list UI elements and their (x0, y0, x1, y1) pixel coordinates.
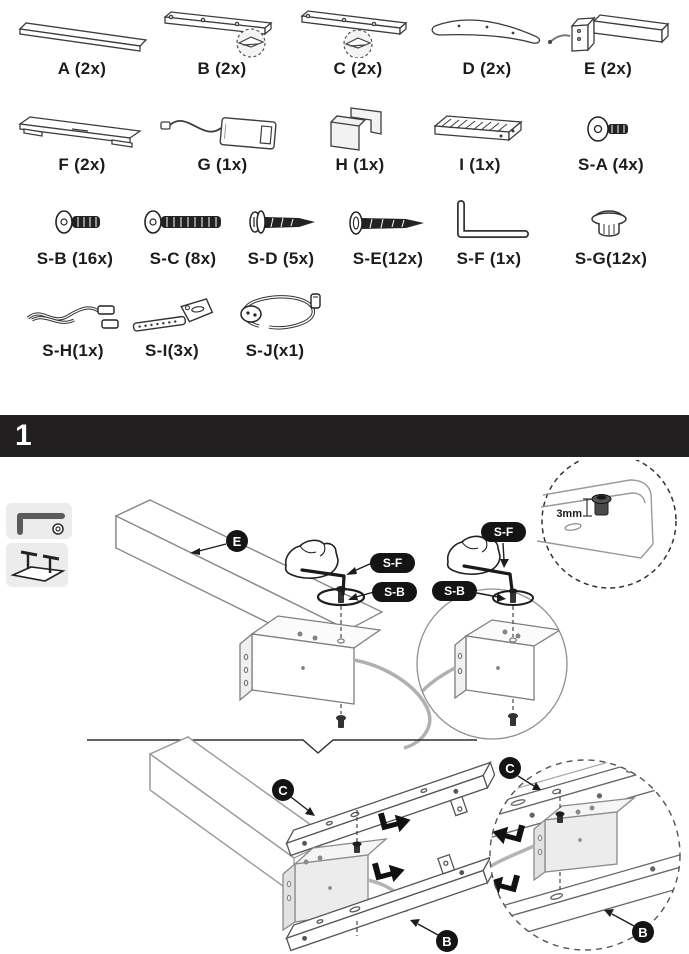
callout-hexkey-upper (346, 553, 415, 575)
part-sj-label: S-J(x1) (245, 341, 305, 360)
detail-circle-3mm (537, 460, 676, 588)
part-sf-drawing (439, 196, 539, 248)
part-i-label: I (1x) (459, 155, 501, 174)
part-i-drawing (425, 104, 535, 154)
part-d-label: D (2x) (462, 59, 512, 78)
part-c-drawing (296, 4, 420, 58)
part-cell-sg (551, 198, 671, 269)
part-cell-se (336, 198, 440, 269)
part-g-drawing (155, 102, 290, 154)
part-g-label: G (1x) (197, 155, 248, 174)
svg-text:E: E (232, 534, 242, 549)
svg-text:S-F: S-F (382, 556, 403, 570)
part-cell-h (317, 100, 403, 175)
part-se-drawing (336, 198, 440, 248)
part-cell-sa (550, 104, 672, 175)
screw-3mm-proud (592, 495, 611, 516)
part-a-drawing (12, 8, 152, 58)
svg-text:S-B: S-B (444, 584, 465, 598)
part-cell-g (155, 102, 290, 175)
part-cell-d (425, 8, 549, 79)
part-d-drawing (425, 8, 549, 58)
part-c-label: C (2x) (333, 59, 383, 78)
part-sj-drawing (225, 288, 325, 340)
part-cell-f (12, 102, 152, 175)
depth-dimension-label: 3mm (556, 508, 582, 520)
part-cell-sd (231, 196, 331, 269)
svg-text:S-F: S-F (493, 525, 514, 539)
svg-text:C: C (505, 761, 515, 776)
part-f-drawing (12, 102, 152, 154)
part-cell-e (542, 4, 674, 79)
part-sa-drawing (550, 104, 672, 154)
part-cell-sh (18, 290, 128, 361)
part-cell-sf (439, 196, 539, 269)
part-cell-sc (133, 196, 233, 269)
part-a-label: A (2x) (57, 59, 107, 78)
part-sh-drawing (18, 290, 128, 340)
part-b-drawing (157, 4, 287, 58)
part-cell-i (425, 104, 535, 175)
part-sd-drawing (231, 196, 331, 248)
step-header-bar (0, 415, 689, 457)
part-sc-drawing (133, 196, 233, 248)
part-f-label: F (2x) (58, 155, 106, 174)
part-cell-b (157, 4, 287, 79)
part-se-label: S-E(12x) (352, 249, 424, 268)
part-cell-sj (225, 288, 325, 361)
part-sf-label: S-F (1x) (456, 249, 522, 268)
part-si-drawing (127, 292, 217, 340)
part-sd-label: S-D (5x) (247, 249, 315, 268)
part-h-drawing (317, 100, 403, 154)
svg-text:B: B (638, 925, 648, 940)
part-sa-label: S-A (4x) (577, 155, 644, 174)
svg-text:S-B: S-B (384, 585, 405, 599)
part-sh-label: S-H(1x) (42, 341, 104, 360)
callout-rail-b (410, 919, 458, 952)
part-e-label: E (2x) (583, 59, 633, 78)
part-b-label: B (2x) (197, 59, 247, 78)
svg-text:B: B (442, 934, 452, 949)
part-e-drawing (542, 4, 674, 58)
part-sg-label: S-G(12x) (574, 249, 648, 268)
step1-diagram (0, 460, 689, 954)
part-sg-drawing (551, 198, 671, 248)
part-cell-c (296, 4, 420, 79)
part-sc-label: S-C (8x) (149, 249, 217, 268)
part-h-label: H (1x) (335, 155, 385, 174)
part-cell-sb (18, 196, 132, 269)
svg-text:C: C (278, 783, 288, 798)
part-cell-a (12, 8, 152, 79)
part-sb-label: S-B (16x) (36, 249, 114, 268)
step-number: 1 (15, 419, 32, 452)
part-sb-drawing (18, 196, 132, 248)
part-si-label: S-I(3x) (144, 341, 200, 360)
part-cell-si (127, 292, 217, 361)
